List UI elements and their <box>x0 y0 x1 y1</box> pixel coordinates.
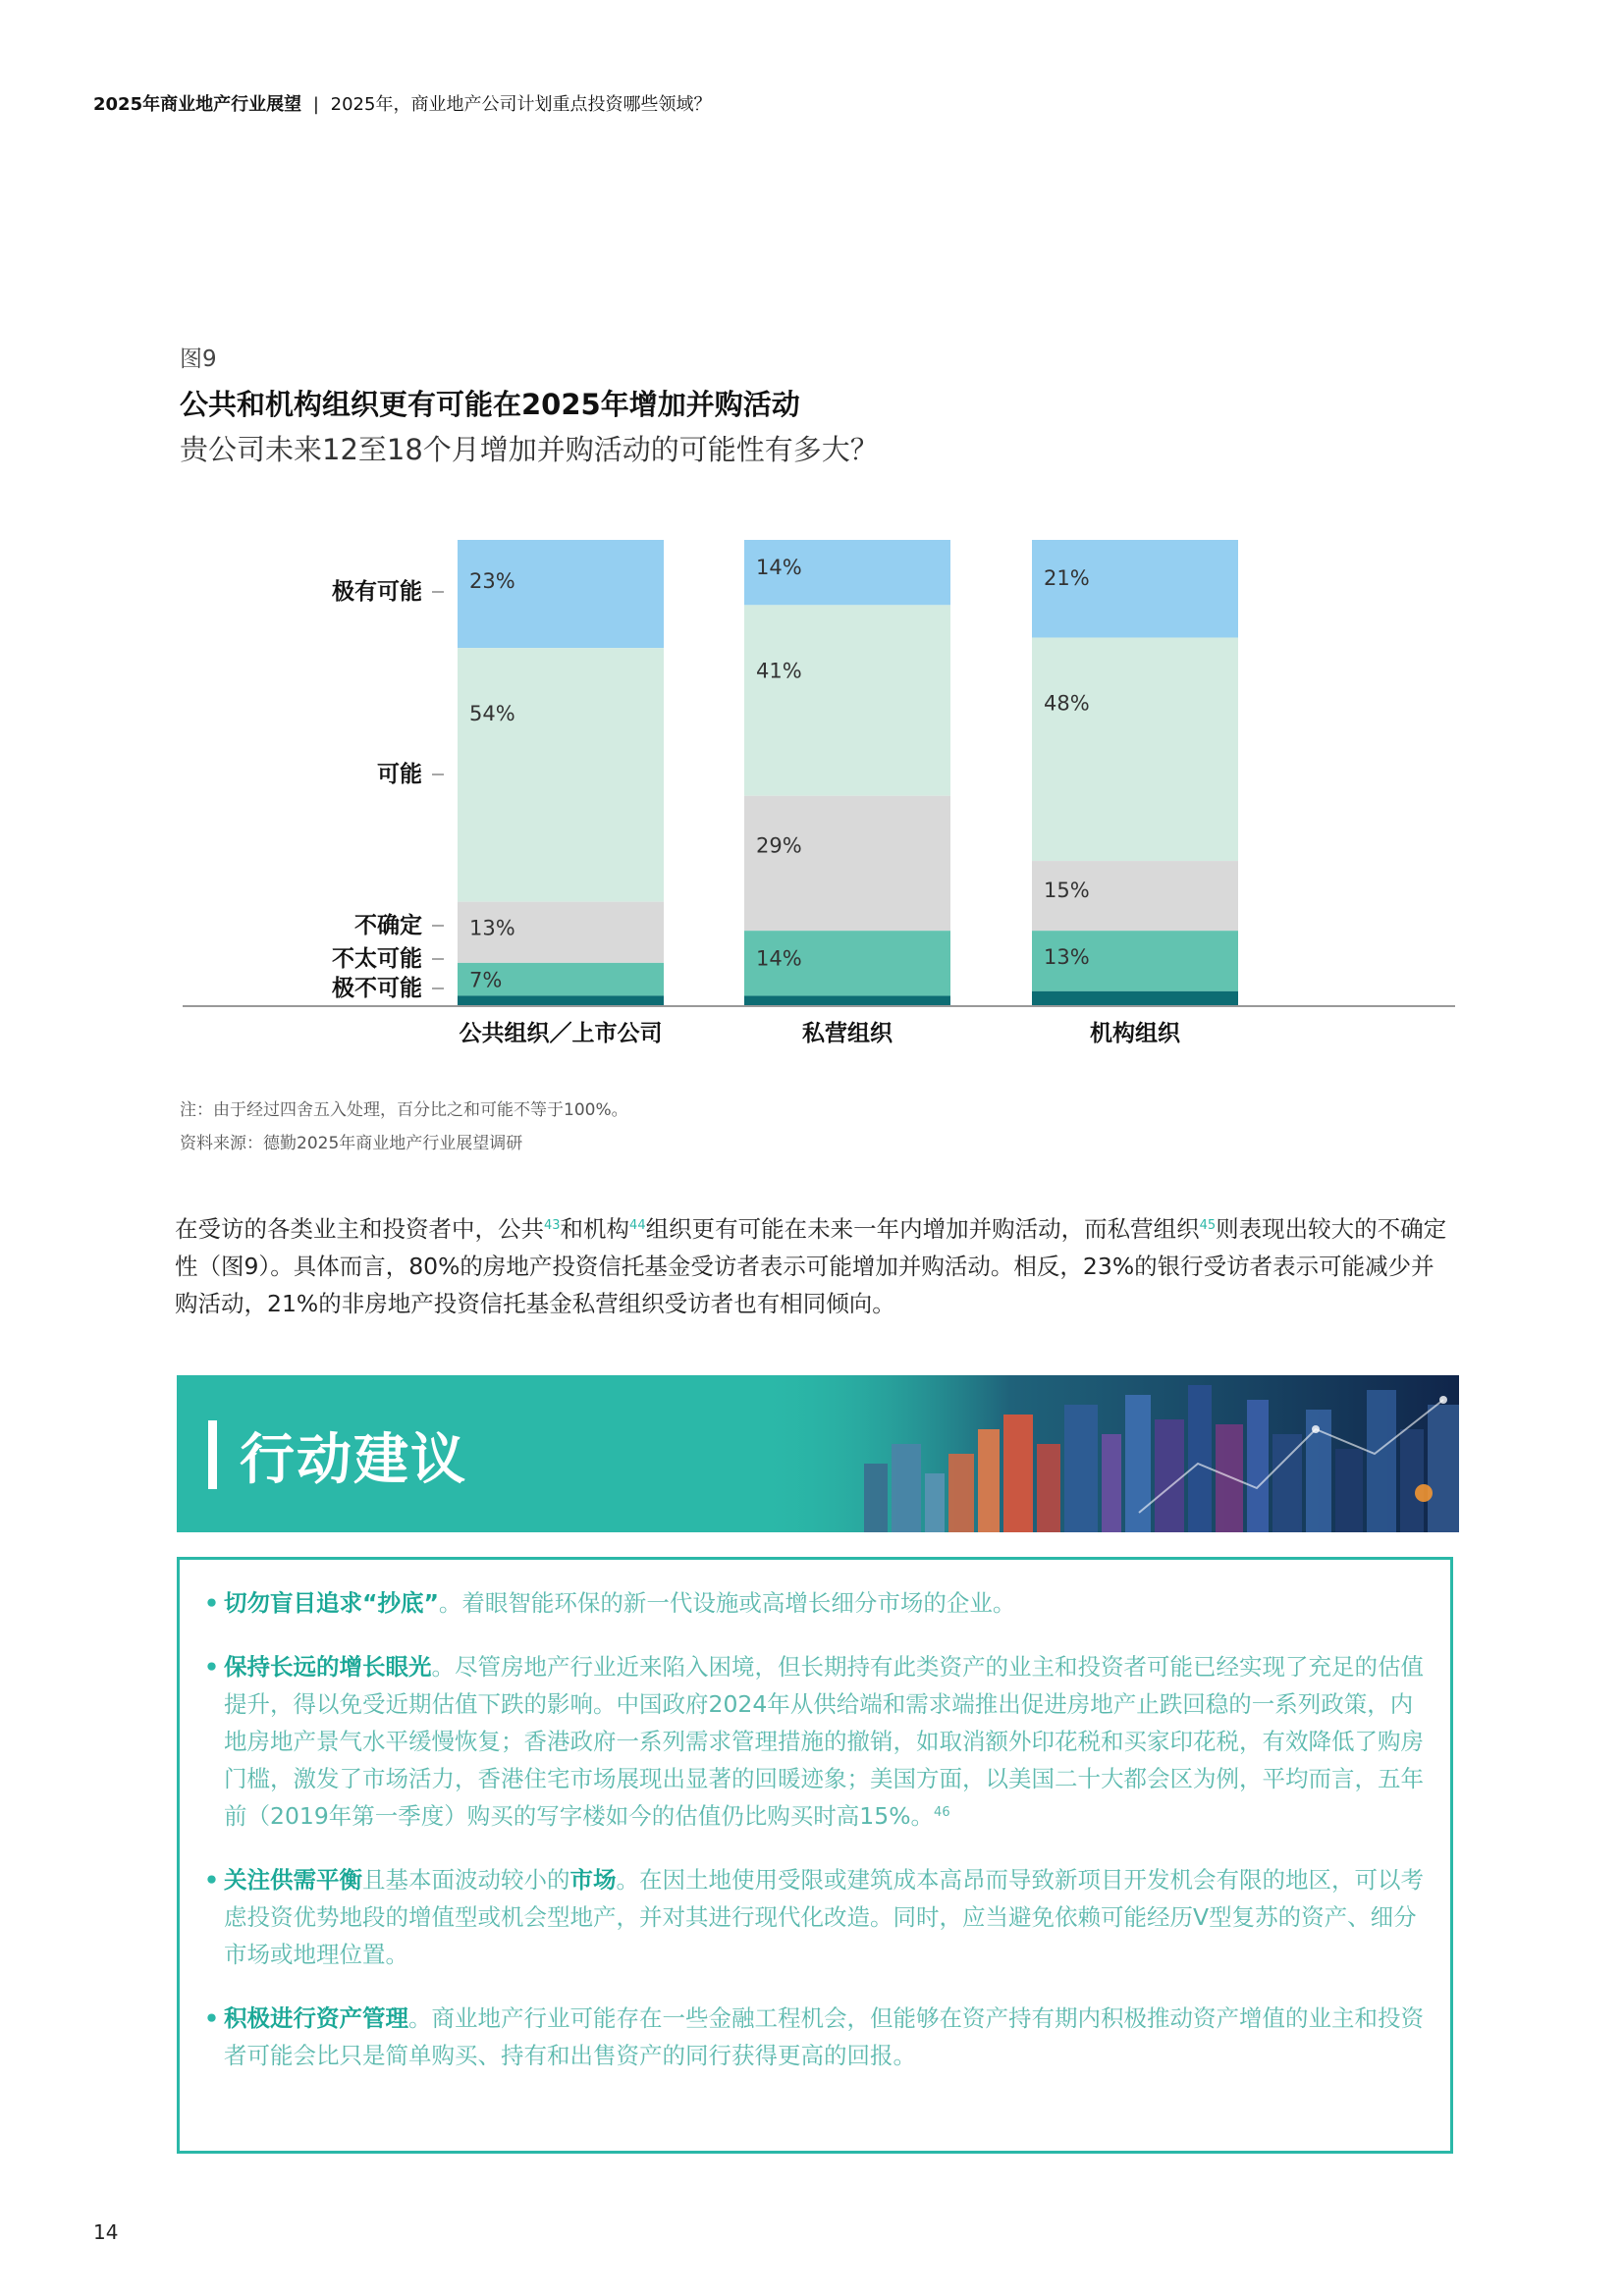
recommendations-list <box>204 1584 1432 2101</box>
chart-notes <box>180 1094 628 1160</box>
body-text-3: 组织更有可能在未来一年内增加并购活动，而私营组织 <box>645 1215 1200 1243</box>
recommendation-item <box>204 1861 1432 1973</box>
report-title: 2025年商业地产行业展望 <box>93 94 302 115</box>
bullet-icon: • <box>204 2004 220 2032</box>
recommendation-text: 。商业地产行业可能存在一些金融工程机会，但能够在资产持有期内积极推动资产增值的业主和投资者可能会比只是简单购买、持有和出售资产的同行获得更高的回报。 <box>224 2004 1424 2069</box>
page-number: 14 <box>93 2220 119 2244</box>
bar-segment <box>458 540 664 648</box>
recommendation-item <box>204 1584 1432 1622</box>
recommendation-heading: 积极进行资产管理 <box>224 2004 408 2032</box>
recommendation-heading: 保持长远的增长眼光 <box>224 1653 432 1681</box>
data-label: 13% <box>1044 944 1090 969</box>
recommendation-heading-2: 市场 <box>569 1866 617 1894</box>
bar-segment <box>1032 991 1238 1005</box>
recommendation-text: 。尽管房地产行业近来陷入困境，但长期持有此类资产的业主和投资者可能已经实现了充足的估值提升，得以免受近期估值下跌的影响。中国政府2024年从供给端和需求端推出促进房地产止跌回稳的一系列政策，内地房地产景气水平缓慢恢复；香港政府一系列需求管理措施的撤销，如取消额外印花税和买家印花税，有效降低了购房门槛，激发了市场活力，香港住宅市场展现出显著的回暖迹象；美国方面，以美国二十大都会区为例，平均而言，五年前（2019年第一季度）购买的写字楼如今的估值仍比购买时高15%。 <box>224 1653 1424 1830</box>
footnote-ref-45[interactable]: 45 <box>1199 1218 1217 1233</box>
figure-number: 图9 <box>180 347 217 372</box>
footnote-ref-43[interactable]: 43 <box>544 1218 561 1233</box>
data-label: 29% <box>756 833 802 858</box>
bullet-icon: • <box>204 1866 220 1894</box>
data-label: 21% <box>1044 565 1090 590</box>
category-label: 公共组织／上市公司 <box>459 1021 663 1046</box>
figure-title: 公共和机构组织更有可能在2025年增加并购活动 <box>180 388 800 421</box>
recommendation-item <box>204 1648 1432 1835</box>
data-label: 7% <box>469 968 503 992</box>
bar-segment <box>744 996 950 1005</box>
banner-title: 行动建议 <box>240 1428 467 1492</box>
bullet-icon: • <box>204 1653 220 1681</box>
body-text-1: 在受访的各类业主和投资者中，公共 <box>175 1215 544 1243</box>
header-separator: | <box>312 94 319 115</box>
bar-segment <box>458 995 664 1005</box>
recommendation-heading: 切勿盲目追求“抄底” <box>224 1589 439 1617</box>
recommendations-box <box>177 1557 1453 2154</box>
legend-label: 不太可能 <box>332 946 422 972</box>
data-label: 54% <box>469 702 515 726</box>
body-paragraph <box>175 1210 1451 1322</box>
data-label: 14% <box>756 946 802 971</box>
recommendation-item <box>204 2000 1432 2074</box>
legend-label: 不确定 <box>354 913 422 938</box>
chart-note: 注：由于经过四舍五入处理，百分比之和可能不等于100%。 <box>180 1100 628 1120</box>
data-label: 15% <box>1044 878 1090 902</box>
bar-segment <box>744 796 950 931</box>
data-label: 14% <box>756 556 802 580</box>
data-label: 13% <box>469 916 515 940</box>
section-title: 2025年，商业地产公司计划重点投资哪些领域？ <box>330 94 712 115</box>
recommendation-text-2: 。在因土地使用受限或建筑成本高昂而导致新项目开发机会有限的地区，可以考虑投资优势地段的增值型或机会型地产，并对其进行现代化改造。同时，应当避免依赖可能经历V型复苏的资产、细分市场或地理位置。 <box>224 1866 1424 1968</box>
data-label: 41% <box>756 659 802 683</box>
recommendation-text: 。着眼智能环保的新一代设施或高增长细分市场的企业。 <box>438 1589 1016 1617</box>
action-banner <box>177 1375 1459 1532</box>
footnote-ref-46[interactable]: 46 <box>934 1805 950 1820</box>
data-label: 48% <box>1044 691 1090 716</box>
legend-label: 可能 <box>377 762 422 787</box>
figure-subtitle: 贵公司未来12至18个月增加并购活动的可能性有多大？ <box>180 433 879 466</box>
recommendation-heading: 关注供需平衡 <box>224 1866 362 1894</box>
chart-source: 资料来源：德勤2025年商业地产行业展望调研 <box>180 1134 523 1153</box>
category-label: 私营组织 <box>802 1021 893 1046</box>
recommendation-text: 且基本面波动较小的 <box>362 1866 570 1894</box>
body-text-4: 则表现出较大的不确定性（图9）。具体而言，80%的房地产投资信托基金受访者表示可能增加并购活动。相反，23%的银行受访者表示可能减少并购活动，21%的非房地产投资信托基金私营组织受访者也有相同倾向。 <box>175 1215 1447 1317</box>
bar-segment <box>1032 638 1238 862</box>
page-header <box>93 90 711 116</box>
banner-accent-bar <box>208 1420 217 1489</box>
stacked-bar-chart <box>177 530 1473 1060</box>
legend-label: 极有可能 <box>332 579 422 605</box>
body-text-2: 和机构 <box>560 1215 630 1243</box>
bar-segment <box>744 605 950 795</box>
bullet-icon: • <box>204 1589 220 1617</box>
bar-segment <box>458 648 664 902</box>
category-label: 机构组织 <box>1090 1021 1180 1046</box>
footnote-ref-44[interactable]: 44 <box>629 1218 646 1233</box>
data-label: 23% <box>469 569 515 594</box>
legend-label: 极不可能 <box>332 976 422 1001</box>
